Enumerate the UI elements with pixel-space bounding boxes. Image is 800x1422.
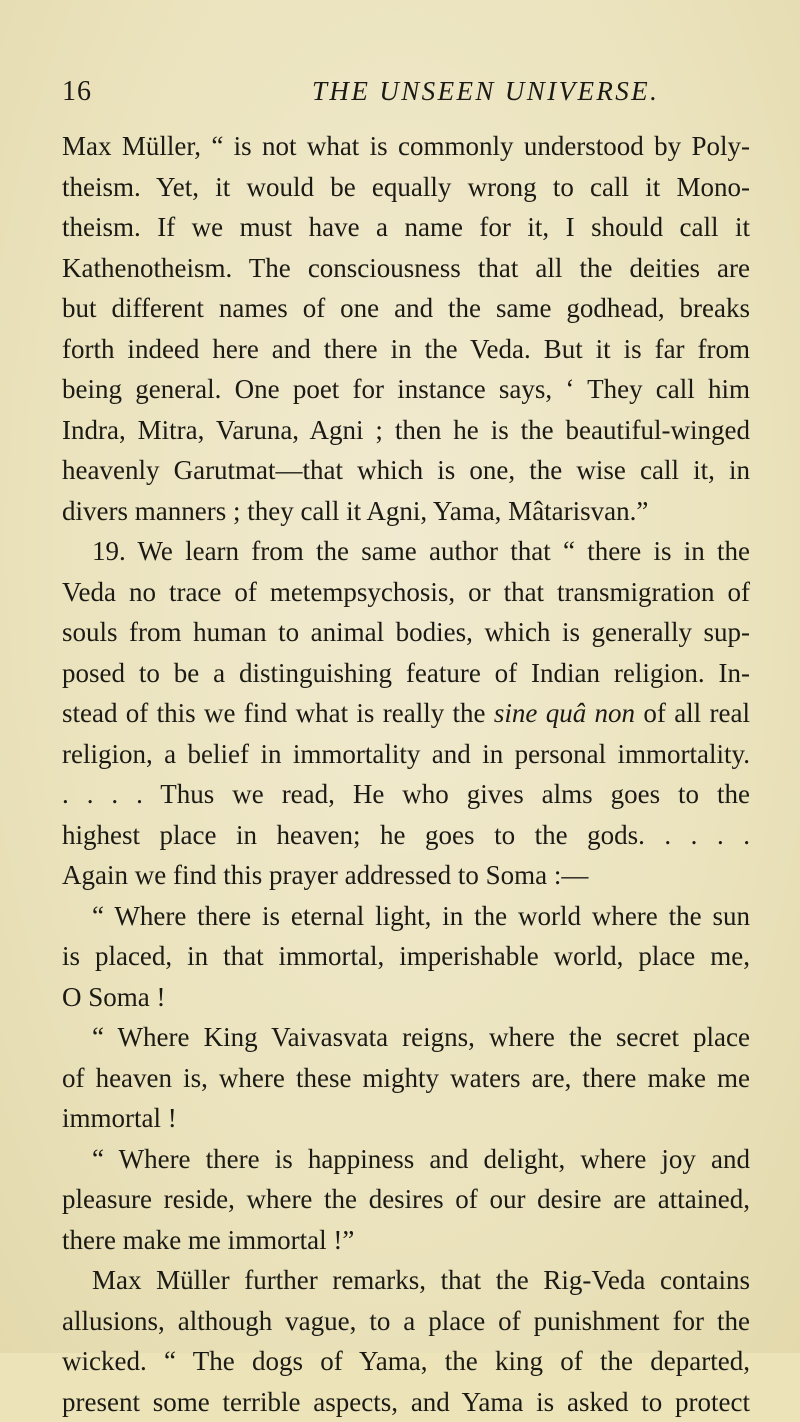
text-line: Veda no trace of metempsychosis, or that transmigration of: [62, 572, 750, 613]
running-title: THE UNSEEN UNIVERSE.: [312, 76, 659, 107]
page-number: 16: [62, 76, 92, 108]
text-line: Kathenotheism. The consciousness that all the deities are: [62, 248, 750, 289]
text-line: but different names of one and the same godhead, breaks: [62, 288, 750, 329]
text-line: is placed, in that immortal, imperishable world, place me,: [62, 936, 750, 977]
text-segment: of all real: [635, 698, 750, 728]
text-line: Again we find this prayer addressed to Soma :—: [62, 855, 750, 896]
paragraph-start-line: Max Müller further remarks, that the Rig-Veda contains: [62, 1260, 750, 1301]
quote-start-line: “ Where there is happiness and delight, where joy and: [62, 1139, 750, 1180]
text-line: Max Müller, “ is not what is commonly understood by Poly-: [62, 126, 750, 167]
text-line: forth indeed here and there in the Veda. But it is far from: [62, 329, 750, 370]
body-text: [62, 126, 750, 1422]
italic-phrase: sine quâ non: [494, 698, 635, 728]
text-line: allusions, although vague, to a place of punishment for the: [62, 1301, 750, 1342]
quote-start-line: “ Where there is eternal light, in the world where the sun: [62, 896, 750, 937]
quote-start-line: “ Where King Vaivasvata reigns, where the secret place: [62, 1017, 750, 1058]
text-line: O Soma !: [62, 977, 750, 1018]
text-segment: stead of this we find what is really the: [62, 698, 494, 728]
text-line: posed to be a distinguishing feature of Indian religion. In-: [62, 653, 750, 694]
text-line: souls from human to animal bodies, which is generally sup-: [62, 612, 750, 653]
text-line: Indra, Mitra, Varuna, Agni ; then he is the beautiful-winged: [62, 410, 750, 451]
paragraph-start-line: 19. We learn from the same author that “ there is in the: [62, 531, 750, 572]
text-line: immortal !: [62, 1098, 750, 1139]
text-line: . . . . Thus we read, He who gives alms goes to the: [62, 774, 750, 815]
page-header: [62, 76, 748, 116]
text-line: of heaven is, where these mighty waters are, there make me: [62, 1058, 750, 1099]
text-line: theism. If we must have a name for it, I should call it: [62, 207, 750, 248]
text-line: there make me immortal !”: [62, 1220, 750, 1261]
text-line: wicked. “ The dogs of Yama, the king of the departed,: [62, 1341, 750, 1382]
text-line: heavenly Garutmat—that which is one, the wise call it, in: [62, 450, 750, 491]
text-line-with-italic: [62, 693, 750, 734]
text-line: pleasure reside, where the desires of our desire are attained,: [62, 1179, 750, 1220]
text-line: highest place in heaven; he goes to the gods. . . . .: [62, 815, 750, 856]
text-line: being general. One poet for instance says, ‘ They call him: [62, 369, 750, 410]
text-line: divers manners ; they call it Agni, Yama, Mâtarisvan.”: [62, 491, 750, 532]
text-line: theism. Yet, it would be equally wrong to call it Mono-: [62, 167, 750, 208]
text-line: religion, a belief in immortality and in personal immortality.: [62, 734, 750, 775]
text-line: present some terrible aspects, and Yama is asked to protect: [62, 1382, 750, 1422]
